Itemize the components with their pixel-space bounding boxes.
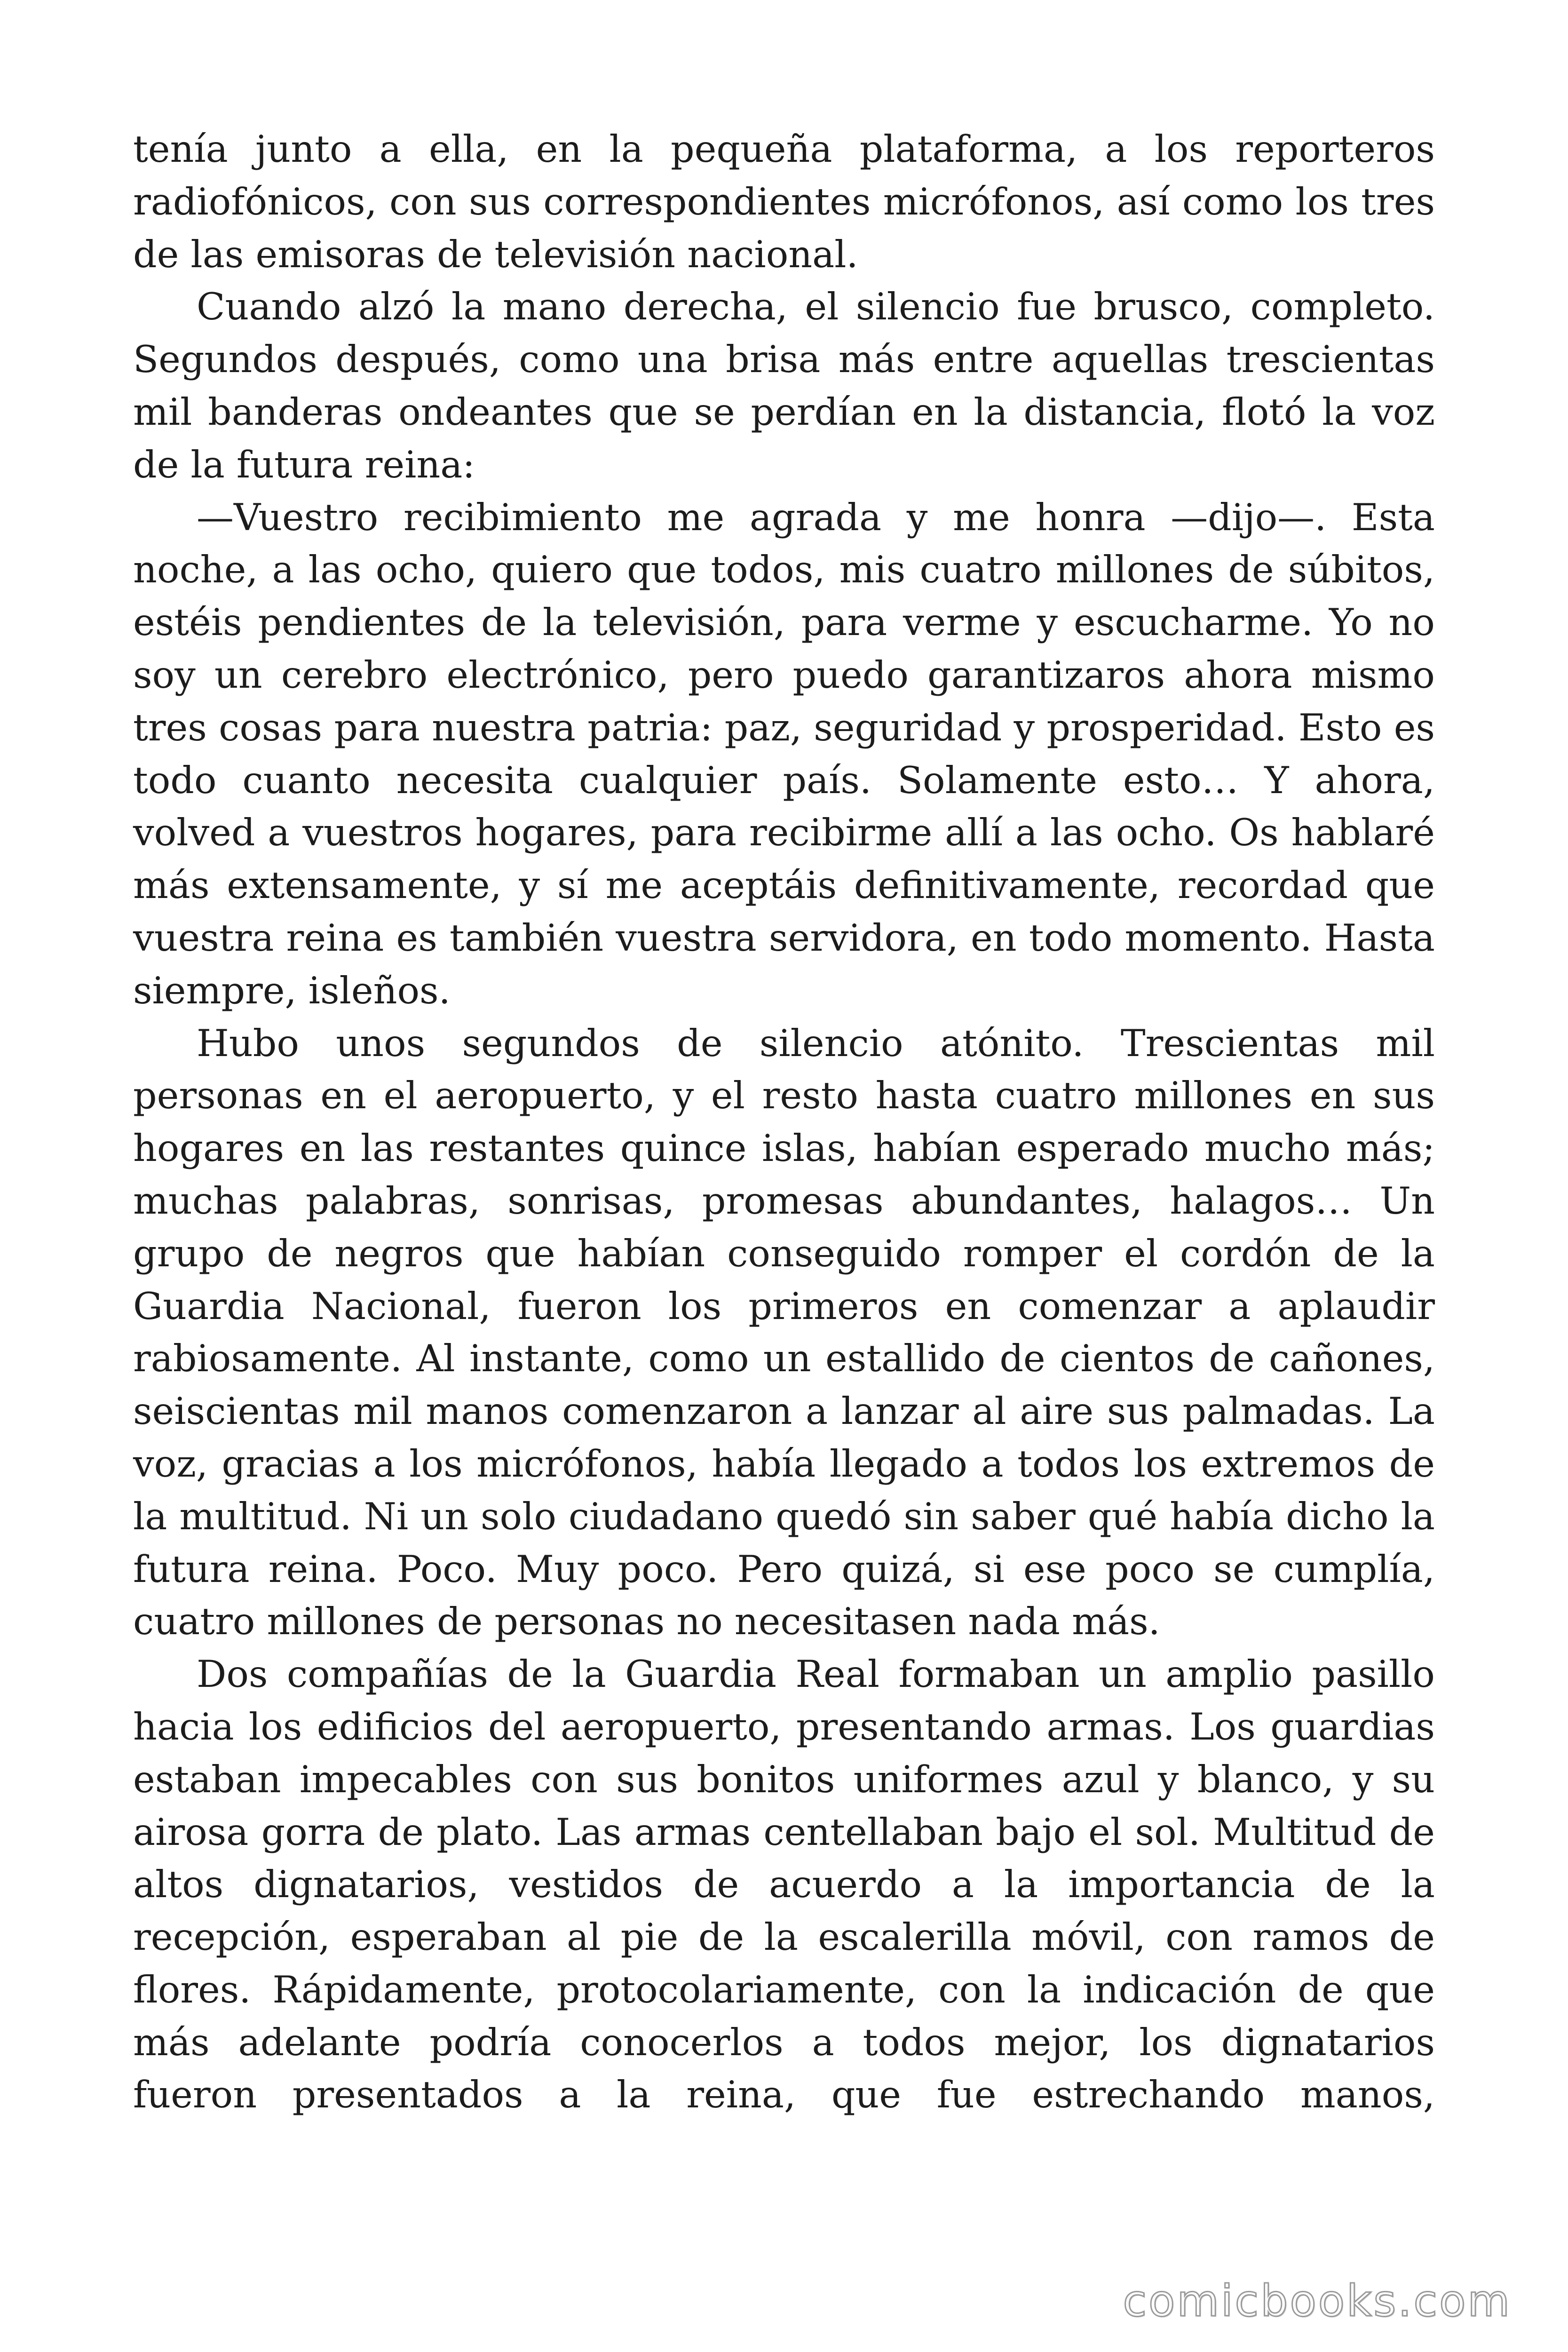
paragraph: —Vuestro recibimiento me agrada y me honra —dijo—. Esta noche, a las ocho, quiero que todos, mis cuatro millones de súbitos, estéis pendientes de la televisión, para verme y escucharme. Yo no soy un cerebro electrónico, pero puedo garantizaros ahora mismo tres cosas para nuestra patria: paz, seguridad y prosperidad. Esto es todo cuanto necesita cualquier país. Solamente esto… Y ahora, volved a vuestros hogares, para recibirme allí a las ocho. Os hablaré más extensamente, y sí me aceptáis definitivamente, recordad que vuestra reina es también vuestra servidora, en todo momento. Hasta siempre, isleños. — [133, 495, 1435, 1012]
paragraph: Cuando alzó la mano derecha, el silencio fue brusco, completo. Segundos después, como una brisa más entre aquellas trescientas mil banderas ondeantes que se perdían en la distancia, flotó la voz de la futura reina: — [133, 285, 1435, 486]
body-text — [133, 123, 1435, 2122]
paragraph: tenía junto a ella, en la pequeña plataforma, a los reporteros radiofónicos, con sus correspondientes micrófonos, así como los tres de las emisoras de televisión nacional. — [133, 127, 1435, 276]
paragraph: Dos compañías de la Guardia Real formaban un amplio pasillo hacia los edificios del aeropuerto, presentando armas. Los guardias estaban impecables con sus bonitos uniformes azul y blanco, y su airosa gorra de plato. Las armas centellaban bajo el sol. Multitud de altos dignatarios, vestidos de acuerdo a la importancia de la recepción, esperaban al pie de la escalerilla móvil, con ramos de flores. Rápidamente, protocolariamente, con la indicación de que más adelante podría conocerlos a todos mejor, los dignatarios fueron presentados a la reina, que fue estrechando manos, — [133, 1653, 1435, 2117]
paragraph: Hubo unos segundos de silencio atónito. Trescientas mil personas en el aeropuerto, y el resto hasta cuatro millones en sus hogares en las restantes quince islas, habían esperado mucho más; muchas palabras, sonrisas, promesas abundantes, halagos… Un grupo de negros que habían conseguido romper el cordón de la Guardia Nacional, fueron los primeros en comenzar a aplaudir rabiosamente. Al instante, como un estallido de cientos de cañones, seiscientas mil manos comenzaron a lanzar al aire sus palmadas. La voz, gracias a los micrófonos, había llegado a todos los extremos de la multitud. Ni un solo ciudadano quedó sin saber qué había dicho la futura reina. Poco. Muy poco. Pero quizá, si ese poco se cumplía, cuatro millones de personas no necesitasen nada más. — [133, 1021, 1435, 1644]
watermark: comicbooks.com — [1123, 2276, 1512, 2326]
